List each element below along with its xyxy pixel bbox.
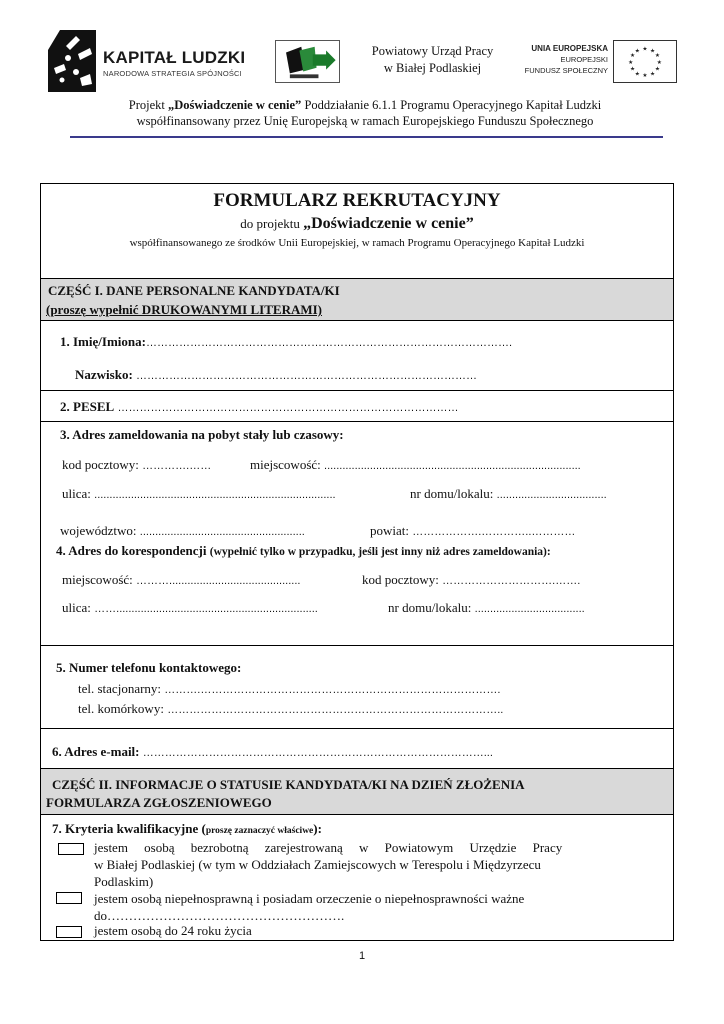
phone-heading <box>56 660 241 676</box>
name-label: 1. Imię/Imiona: <box>60 334 146 349</box>
postal-code-label: kod pocztowy: <box>62 457 139 472</box>
house-number-label: nr domu/lokalu: <box>410 486 494 501</box>
svg-text:★: ★ <box>642 73 648 80</box>
eu-label-line3: FUNDUSZ SPOŁECZNY <box>524 66 608 75</box>
project-name: „Doświadczenie w cenie” <box>168 98 302 112</box>
form-subtitle-name: „Doświadczenie w cenie” <box>303 215 474 232</box>
project-description <box>70 97 660 129</box>
corr-house-number-field[interactable] <box>388 600 585 616</box>
svg-text:★: ★ <box>634 71 640 78</box>
postal-code-field[interactable] <box>62 457 211 473</box>
eu-label <box>516 43 608 76</box>
mobile-field[interactable] <box>78 701 503 717</box>
form-subtitle-funding: współfinansowanego ze środków Unii Europejskiej, w ramach Programu Operacyjnego Kapitał Ludzki <box>129 237 585 249</box>
pesel-label: 2. PESEL <box>60 399 115 414</box>
registered-address-heading <box>60 427 344 443</box>
corr-postal-code-field[interactable] <box>362 572 580 588</box>
criteria-label: 7. Kryteria kwalifikacyjne ( <box>52 821 206 836</box>
criterion-unemployed-line1: jestem osobą bezrobotną zarejestrowaną w Powiatowym Urzędzie Pracy <box>94 840 563 855</box>
criterion-unemployed-line2: w Białej Podlaskiej (w tym w Oddziałach Zamiejscowych w Terespolu i Międzyrzecu <box>94 857 541 872</box>
svg-text:★: ★ <box>628 59 634 66</box>
criteria-label-end: ): <box>313 821 322 836</box>
surname-label: Nazwisko: <box>75 367 133 382</box>
svg-text:★: ★ <box>630 53 636 60</box>
form-subtitle-prefix: do projektu <box>240 216 304 231</box>
criterion-unemployed-text <box>94 839 670 890</box>
project-line1 <box>70 97 660 113</box>
svg-text:★: ★ <box>654 53 660 60</box>
project-line2: współfinansowany przez Unię Europejską w ramach Europejskiego Funduszu Społecznego <box>136 114 594 128</box>
corr-city-field[interactable] <box>62 572 300 588</box>
corr-house-number-input-line[interactable]: .................................... <box>474 603 585 615</box>
corr-house-number-label: nr domu/lokalu: <box>388 600 472 615</box>
county-input-line[interactable]: ……………….…………..………… <box>412 526 576 538</box>
kapital-ludzki-subtitle: NARODOWA STRATEGIA SPÓJNOŚCI <box>103 69 242 78</box>
criterion-disabled-line2[interactable] <box>94 907 670 924</box>
corr-street-label: ulica: <box>62 600 91 615</box>
pesel-field[interactable] <box>60 399 458 415</box>
city-input-line[interactable]: .................................................................................... <box>324 460 581 472</box>
eu-label-line1: UNIA EUROPEJSKA <box>531 44 608 53</box>
corr-street-field[interactable] <box>62 600 318 616</box>
svg-text:★: ★ <box>642 46 648 53</box>
mobile-label: tel. komórkowy: <box>78 701 164 716</box>
disability-valid-until-input-line[interactable]: do………………………………………………. <box>94 908 345 923</box>
criterion-unemployed-line3: Podlaskim) <box>94 874 154 889</box>
kapital-ludzki-title: KAPITAŁ LUDZKI <box>103 48 246 67</box>
email-field[interactable] <box>52 744 493 760</box>
svg-text:★: ★ <box>650 71 656 78</box>
criteria-heading <box>52 821 322 837</box>
pup-name-line2: w Białej Podlaskiej <box>383 61 482 75</box>
header-rule <box>70 136 663 138</box>
surname-input-line[interactable]: ………………………………………………………………………………… <box>136 370 478 382</box>
eu-flag-icon <box>613 40 677 83</box>
pesel-input-line[interactable]: ………………………………………………………………………………… <box>117 402 459 414</box>
corr-city-input-line[interactable]: ………........................................... <box>136 575 301 587</box>
part1-title: CZĘŚĆ I. DANE PERSONALNE KANDYDATA/KI <box>48 283 340 298</box>
landline-input-line[interactable]: ……….………………………………………………………………………. <box>164 684 501 696</box>
correspondence-address-heading <box>56 543 551 559</box>
criterion-under-24-checkbox[interactable] <box>56 926 82 938</box>
landline-label: tel. stacjonarny: <box>78 681 162 696</box>
corr-city-label: miejscowość: <box>62 572 133 587</box>
divider <box>40 814 674 815</box>
corr-street-input-line[interactable]: …….................................................................. <box>94 603 318 615</box>
county-label: powiat: <box>370 523 409 538</box>
project-rest: Poddziałanie 6.1.1 Programu Operacyjnego Kapitał Ludzki <box>301 98 602 112</box>
registered-address-label: 3. Adres zameldowania na pobyt stały lub czasowy: <box>60 427 344 442</box>
eu-label-line2: EUROPEJSKI <box>560 55 608 64</box>
house-number-input-line[interactable]: .................................... <box>496 489 607 501</box>
pup-name-line1: Powiatowy Urząd Pracy <box>371 44 494 58</box>
divider <box>40 421 674 422</box>
voivodeship-field[interactable] <box>60 523 305 539</box>
divider <box>40 390 674 391</box>
svg-text:★: ★ <box>650 48 656 55</box>
criterion-disabled-line1: jestem osobą niepełnosprawną i posiadam orzeczenie o niepełnosprawności ważne <box>94 891 525 906</box>
part2-title-line1: CZĘŚĆ II. INFORMACJE O STATUSIE KANDYDATA/KI NA DZIEŃ ZŁOŻENIA <box>52 777 525 792</box>
criteria-note: proszę zaznaczyć właściwe <box>205 826 314 836</box>
divider <box>40 320 674 321</box>
email-input-line[interactable]: …………………………………………………………………………………... <box>142 747 493 759</box>
corr-postal-code-input-line[interactable]: ………………………….……. <box>442 575 581 587</box>
criterion-disabled-text <box>94 890 670 924</box>
svg-text:★: ★ <box>630 66 636 73</box>
project-prefix: Projekt <box>128 98 168 112</box>
svg-text:★: ★ <box>656 59 662 66</box>
form-title: FORMULARZ REKRUTACYJNY <box>213 190 501 211</box>
county-field[interactable] <box>370 523 575 539</box>
criterion-under-24-text: jestem osobą do 24 roku życia <box>94 923 252 938</box>
divider <box>40 645 674 646</box>
landline-field[interactable] <box>78 681 500 697</box>
voivodeship-label: województwo: <box>60 523 137 538</box>
phone-label: 5. Numer telefonu kontaktowego: <box>56 660 242 675</box>
svg-text:★: ★ <box>634 48 640 55</box>
part2-title-line2: FORMULARZA ZGŁOSZENIOWEGO <box>46 795 272 810</box>
name-input-line[interactable]: ………………………………………………………………………………………. <box>145 337 513 349</box>
corr-postal-code-label: kod pocztowy: <box>362 572 439 587</box>
city-field[interactable] <box>250 457 581 473</box>
mobile-input-line[interactable]: ……………………………………………………………………………….. <box>167 704 504 716</box>
voivodeship-input-line[interactable]: ...................................................... <box>139 526 305 538</box>
correspondence-address-note: (wypełnić tylko w przypadku, jeśli jest inny niż adres zameldowania): <box>209 546 551 558</box>
street-field[interactable] <box>62 486 336 502</box>
correspondence-address-label: 4. Adres do korespondencji <box>56 543 207 558</box>
page-number: 1 <box>358 950 366 962</box>
svg-text:★: ★ <box>654 66 660 73</box>
email-label: 6. Adres e-mail: <box>52 744 140 759</box>
criterion-disabled-checkbox[interactable] <box>56 892 82 904</box>
criterion-unemployed-checkbox[interactable] <box>58 843 84 855</box>
surname-field[interactable] <box>75 367 477 383</box>
house-number-field[interactable] <box>410 486 607 502</box>
city-label: miejscowość: <box>250 457 321 472</box>
divider <box>40 728 674 729</box>
street-label: ulica: <box>62 486 91 501</box>
part1-note: (proszę wypełnić DRUKOWANYMI LITERAMI) <box>46 302 323 317</box>
postal-code-input-line[interactable]: ………….…… <box>142 460 212 472</box>
pup-name <box>360 43 505 77</box>
form-subtitle <box>41 215 673 233</box>
pup-logo <box>275 40 340 83</box>
street-input-line[interactable]: ............................................................................... <box>94 489 336 501</box>
name-field[interactable] <box>60 334 512 350</box>
